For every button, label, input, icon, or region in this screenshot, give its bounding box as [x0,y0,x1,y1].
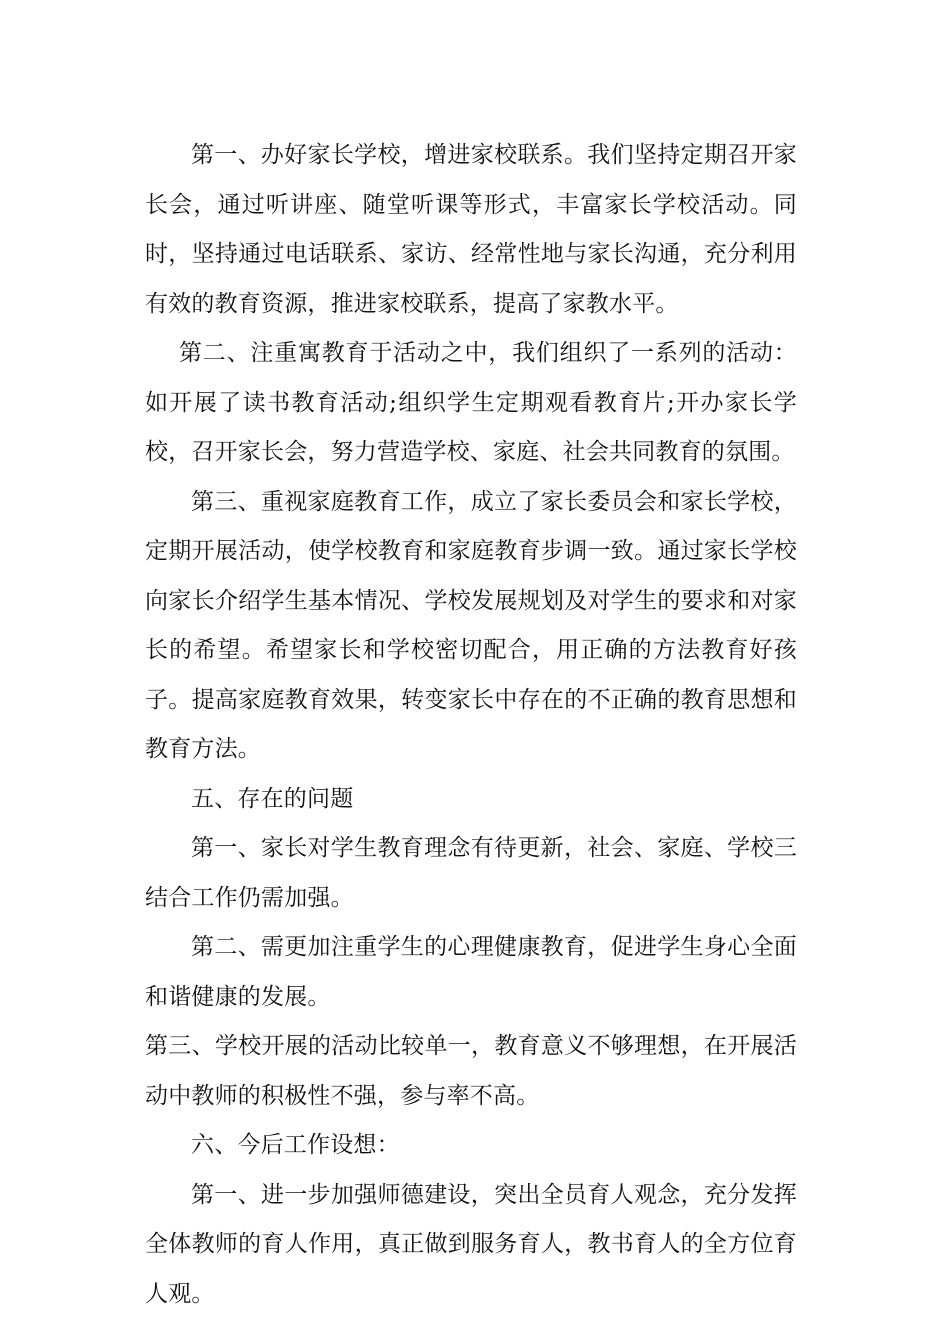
paragraph-problem-3: 第三、学校开展的活动比较单一，教育意义不够理想，在开展活动中教师的积极性不强，参与率不高。 [145,1033,797,1109]
paragraph-problem-1: 第一、家长对学生教育理念有待更新，社会、家庭、学校三结合工作仍需加强。 [145,835,797,911]
paragraph-plan-1: 第一、进一步加强师德建设，突出全员育人观念，充分发挥全体教师的育人作用，真正做到服务育人，教书育人的全方位育人观。 [145,1181,797,1307]
paragraph-activity-education: 第二、注重寓教育于活动之中，我们组织了一系列的活动：如开展了读书教育活动;组织学生定期观看教育片;开办家长学校，召开家长会，努力营造学校、家庭、社会共同教育的氛围。 [145,340,797,465]
section-heading-problems: 五、存在的问题 [191,785,354,812]
document-body [145,131,797,1319]
paragraph-parent-school: 第一、办好家长学校，增进家校联系。我们坚持定期召开家长会，通过听讲座、随堂听课等形式，丰富家长学校活动。同时，坚持通过电话联系、家访、经常性地与家长沟通，充分利用有效的教育资源，推进家校联系，提高了家教水平。 [145,142,797,317]
paragraph-problem-2: 第二、需更加注重学生的心理健康教育，促进学生身心全面和谐健康的发展。 [145,934,797,1010]
paragraph-family-education: 第三、重视家庭教育工作，成立了家长委员会和家长学校，定期开展活动，使学校教育和家庭教育步调一致。通过家长学校向家长介绍学生基本情况、学校发展规划及对学生的要求和对家长的希望。希望家长和学校密切配合，用正确的方法教育好孩子。提高家庭教育效果，转变家长中存在的不正确的教育思想和教育方法。 [145,488,797,762]
section-heading-future-plans: 六、今后工作设想： [191,1132,400,1158]
